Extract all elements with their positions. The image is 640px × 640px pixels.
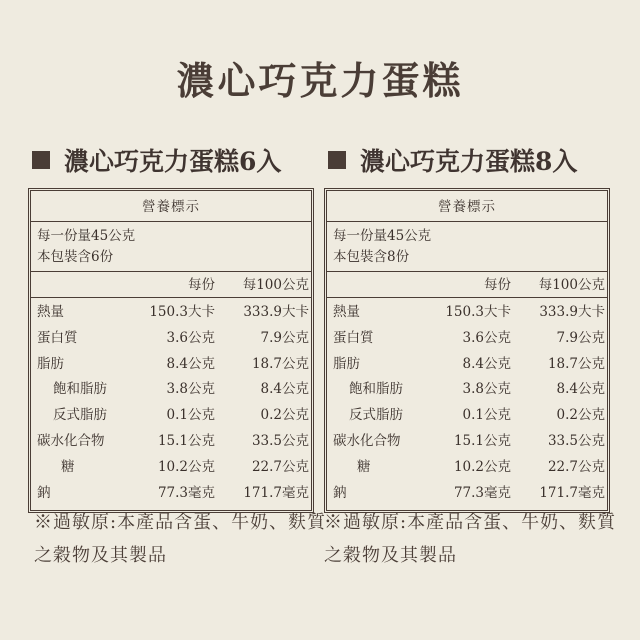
nutrient-row xyxy=(31,455,311,481)
nutrient-name: 反式脂肪 xyxy=(53,407,107,424)
nutrient-per-serving: 150.3大卡 xyxy=(149,304,215,320)
nutrient-row xyxy=(327,429,607,455)
nutrient-name: 反式脂肪 xyxy=(349,407,403,424)
nutrient-per-100g: 33.5公克 xyxy=(251,432,309,449)
nutrient-per-100g: 7.9公克 xyxy=(260,329,309,346)
nutrient-name: 碳水化合物 xyxy=(333,432,401,449)
nutrient-name: 糖 xyxy=(61,458,75,475)
nutrient-per-serving: 10.2公克 xyxy=(157,458,215,475)
nutrient-per-100g: 0.2公克 xyxy=(556,407,605,424)
servings-per-package: 本包裝含8份 xyxy=(333,249,410,265)
column-header-per-serving: 每份 xyxy=(188,277,215,293)
nutrient-per-100g: 18.7公克 xyxy=(251,355,309,372)
square-bullet-icon xyxy=(32,151,50,169)
product-heading xyxy=(28,140,318,180)
nutrient-per-serving: 0.1公克 xyxy=(166,407,215,424)
nutrient-per-serving: 15.1公克 xyxy=(453,432,511,449)
nutrition-label-title: 營養標示 xyxy=(327,191,607,222)
nutrient-per-100g: 0.2公克 xyxy=(260,407,309,424)
nutrient-per-serving: 3.8公克 xyxy=(166,381,215,398)
nutrient-per-100g: 33.5公克 xyxy=(547,432,605,449)
nutrient-row xyxy=(327,403,607,429)
nutrient-per-serving: 3.8公克 xyxy=(462,381,511,398)
nutrient-row xyxy=(31,326,311,352)
serving-size: 每一份量45公克 xyxy=(37,228,136,244)
nutrition-panel-6pack xyxy=(28,140,318,513)
nutrient-per-serving: 8.4公克 xyxy=(462,355,511,372)
nutrient-row xyxy=(327,300,607,326)
nutrition-label-title: 營養標示 xyxy=(31,191,311,222)
nutrient-row xyxy=(31,429,311,455)
nutrient-per-serving: 0.1公克 xyxy=(462,407,511,424)
nutrient-name: 鈉 xyxy=(37,484,51,501)
nutrient-row xyxy=(327,377,607,403)
servings-per-package: 本包裝含6份 xyxy=(37,249,114,265)
nutrient-rows xyxy=(327,298,607,510)
nutrient-per-serving: 8.4公克 xyxy=(166,355,215,372)
nutrient-per-100g: 8.4公克 xyxy=(556,381,605,398)
nutrient-per-serving: 15.1公克 xyxy=(157,432,215,449)
nutrient-per-100g: 22.7公克 xyxy=(547,458,605,475)
nutrient-name: 飽和脂肪 xyxy=(349,381,403,398)
product-heading-text: 濃心巧克力蛋糕8入 xyxy=(360,147,578,176)
serving-size: 每一份量45公克 xyxy=(333,228,432,244)
nutrition-label xyxy=(28,188,314,513)
nutrient-per-100g: 7.9公克 xyxy=(556,329,605,346)
nutrient-per-serving: 77.3毫克 xyxy=(453,484,511,501)
nutrient-row xyxy=(31,352,311,378)
square-bullet-icon xyxy=(328,151,346,169)
nutrient-row xyxy=(327,326,607,352)
column-header-per-serving: 每份 xyxy=(484,277,511,293)
product-heading xyxy=(324,140,614,180)
nutrient-name: 鈉 xyxy=(333,484,347,501)
nutrient-per-serving: 3.6公克 xyxy=(166,329,215,346)
column-header-per-100g: 每100公克 xyxy=(538,277,605,293)
nutrient-per-100g: 171.7毫克 xyxy=(243,484,309,501)
column-header-row xyxy=(31,272,311,298)
nutrient-per-100g: 18.7公克 xyxy=(547,355,605,372)
nutrient-name: 蛋白質 xyxy=(37,329,78,346)
nutrient-rows xyxy=(31,298,311,510)
nutrient-row xyxy=(31,377,311,403)
nutrient-row xyxy=(31,300,311,326)
nutrient-per-100g: 171.7毫克 xyxy=(539,484,605,501)
nutrient-name: 蛋白質 xyxy=(333,329,374,346)
column-header-name xyxy=(31,272,117,297)
column-header-row xyxy=(327,272,607,298)
serving-info xyxy=(327,222,607,272)
page-title: 濃心巧克力蛋糕 xyxy=(176,58,464,103)
nutrient-name: 碳水化合物 xyxy=(37,432,105,449)
nutrition-label xyxy=(324,188,610,513)
nutrient-per-serving: 77.3毫克 xyxy=(157,484,215,501)
nutrient-row xyxy=(327,481,607,508)
product-heading-text: 濃心巧克力蛋糕6入 xyxy=(64,147,282,176)
nutrient-name: 脂肪 xyxy=(333,355,360,372)
nutrient-row xyxy=(31,481,311,508)
nutrient-per-serving: 3.6公克 xyxy=(462,329,511,346)
nutrient-per-serving: 150.3大卡 xyxy=(445,304,511,320)
nutrient-name: 糖 xyxy=(357,458,371,475)
column-header-name xyxy=(327,272,413,297)
nutrient-per-serving: 10.2公克 xyxy=(453,458,511,475)
serving-info xyxy=(31,222,311,272)
nutrient-name: 脂肪 xyxy=(37,355,64,372)
nutrient-row xyxy=(31,403,311,429)
nutrient-name: 飽和脂肪 xyxy=(53,381,107,398)
nutrient-row xyxy=(327,455,607,481)
allergen-note: ※過敏原:本產品含蛋、牛奶、麩質之穀物及其製品 xyxy=(34,512,327,566)
nutrient-row xyxy=(327,352,607,378)
nutrient-per-100g: 8.4公克 xyxy=(260,381,309,398)
column-header-per-100g: 每100公克 xyxy=(242,277,309,293)
allergen-note: ※過敏原:本產品含蛋、牛奶、麩質之穀物及其製品 xyxy=(324,512,617,566)
nutrient-per-100g: 333.9大卡 xyxy=(243,304,309,320)
nutrient-per-100g: 22.7公克 xyxy=(251,458,309,475)
nutrition-panel-8pack xyxy=(324,140,614,513)
nutrient-per-100g: 333.9大卡 xyxy=(539,304,605,320)
nutrient-name: 熱量 xyxy=(37,304,64,320)
nutrient-name: 熱量 xyxy=(333,304,360,320)
